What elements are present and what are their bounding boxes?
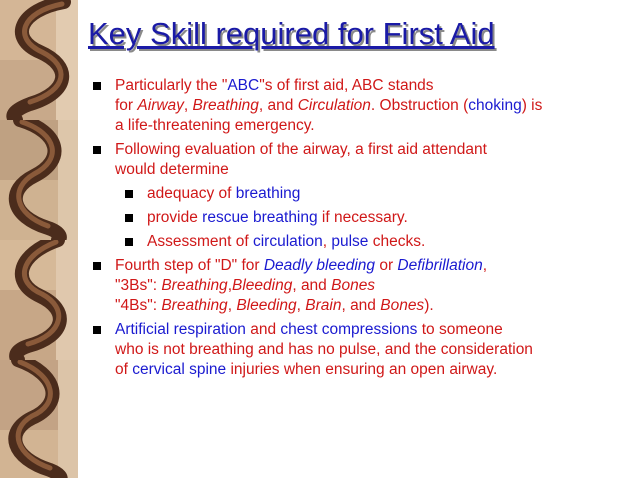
square-bullet-icon	[93, 262, 101, 270]
square-bullet-icon	[93, 82, 101, 90]
bullet-line: Artificial respiration and chest compressions to someone	[115, 321, 503, 338]
snake-image	[0, 0, 78, 120]
bullet-line: Fourth step of "D" for Deadly bleeding or Defibrillation,	[115, 257, 488, 274]
bullet-line: Assessment of circulation, pulse checks.	[147, 233, 426, 250]
bullet-list	[92, 76, 628, 380]
bullet-item-evaluation	[92, 140, 628, 180]
square-bullet-icon	[93, 326, 101, 334]
snake-image	[0, 240, 78, 360]
sub-bullet-item	[92, 208, 628, 228]
bullet-line: would determine	[115, 161, 229, 178]
bullet-item-abc	[92, 76, 628, 136]
square-bullet-icon	[125, 190, 133, 198]
bullet-line: of cervical spine injuries when ensuring an open airway.	[115, 361, 498, 378]
sub-bullet-item	[92, 232, 628, 252]
bullet-line: Particularly the "ABC"s of first aid, ABC stands	[115, 77, 434, 94]
snake-image	[0, 120, 78, 240]
square-bullet-icon	[125, 238, 133, 246]
bullet-line: "4Bs": Breathing, Bleeding, Brain, and Bones).	[115, 297, 434, 314]
sub-bullet-item	[92, 184, 628, 204]
bullet-line: Following evaluation of the airway, a first aid attendant	[115, 141, 487, 158]
square-bullet-icon	[93, 146, 101, 154]
snake-decoration-strip	[0, 0, 78, 478]
bullet-item-artificial-respiration	[92, 320, 628, 380]
bullet-line: who is not breathing and has no pulse, and the consideration	[115, 341, 533, 358]
bullet-line: adequacy of breathing	[147, 185, 301, 202]
slide-title: Key Skill required for First Aid	[88, 16, 495, 51]
bullet-line: "3Bs": Breathing,Bleeding, and Bones	[115, 277, 376, 294]
square-bullet-icon	[125, 214, 133, 222]
bullet-line: for Airway, Breathing, and Circulation. Obstruction (choking) is	[115, 97, 543, 114]
bullet-item-fourth-step	[92, 256, 628, 316]
bullet-line: provide rescue breathing if necessary.	[147, 209, 408, 226]
snake-image	[0, 360, 78, 478]
bullet-line: a life-threatening emergency.	[115, 117, 315, 134]
